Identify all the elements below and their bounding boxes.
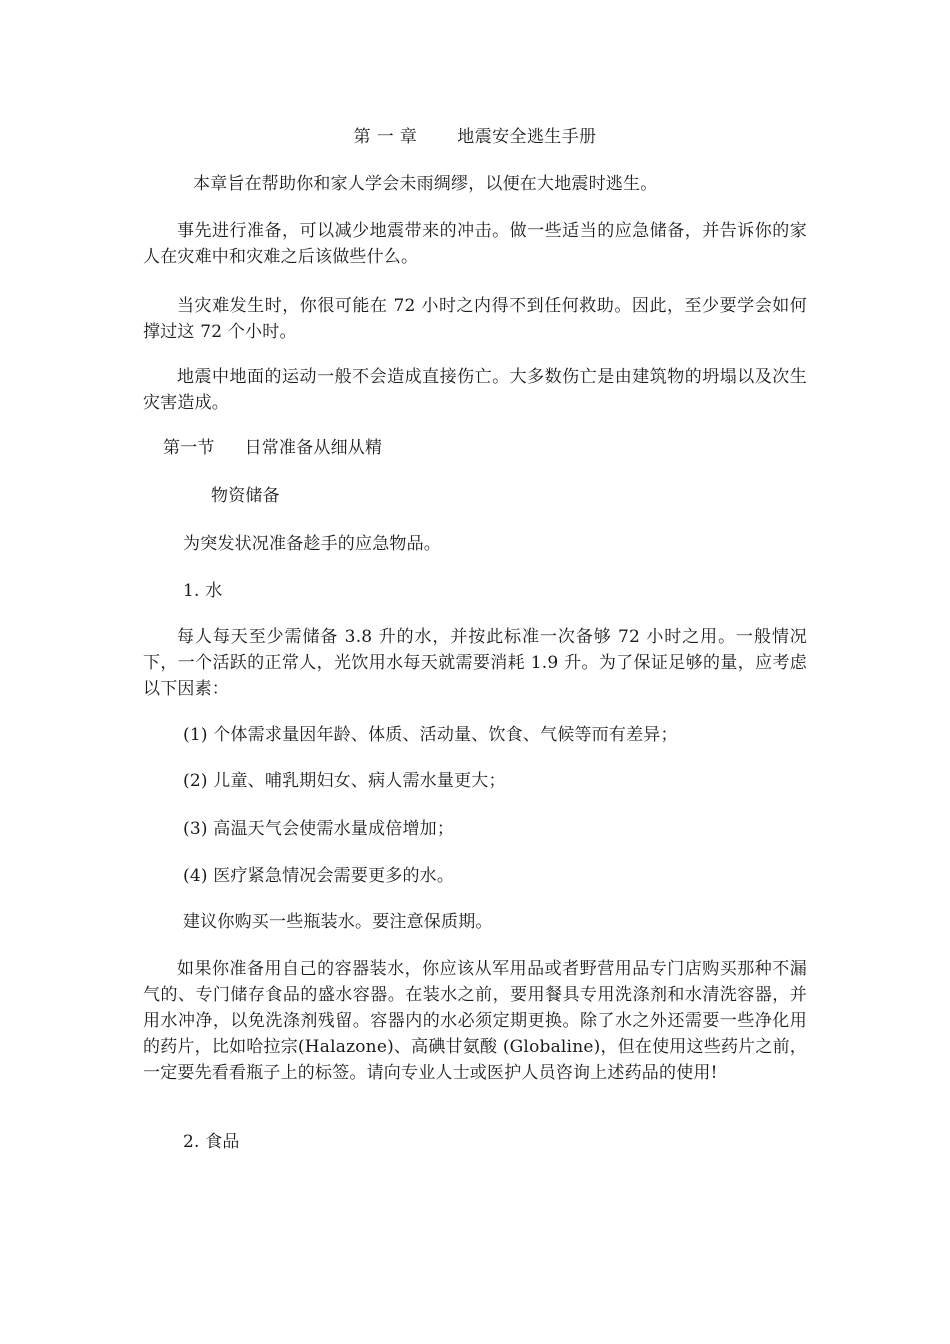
section-heading [163,437,382,459]
water-factor-3: (3) 高温天气会使需水量成倍增加； [183,819,455,839]
water-advice: 建议你购买一些瓶装水。要注意保质期。 [183,912,493,932]
chapter-title [0,126,950,148]
water-factor-2: (2) 儿童、哺乳期妇女、病人需水量更大； [183,771,506,791]
chapter-label: 第 一 章 [353,127,418,147]
paragraph-preparation: 事先进行准备，可以减少地震带来的冲击。做一些适当的应急储备，并告诉你的家人在灾难中和灾难之后该做些什么。 [143,221,807,267]
subsection-heading: 物资储备 [211,486,280,506]
intro-paragraph: 本章旨在帮助你和家人学会未雨绸缪，以便在大地震时逃生。 [193,174,658,194]
water-factor-4: (4) 医疗紧急情况会需要更多的水。 [183,866,455,886]
subsection-intro: 为突发状况准备趁手的应急物品。 [183,534,441,554]
water-container-note: 如果你准备用自己的容器装水，你应该从军用品或者野营用品专门店购买那种不漏气的、专门储存食品的盛水容器。在装水之前，要用餐具专用洗涤剂和水清洗容器，并用水冲净，以免洗涤剂残留。容器内的水必须定期更换。除了水之外还需要一些净化用的药片，比如哈拉宗(Halazone)、高碘甘氨酸 (Globaline)，但在使用这些药片之前，一定要先看看瓶子上的标签。请向专业人士或医护人员咨询上述药品的使用! [143,959,807,1083]
chapter-name: 地震安全逃生手册 [457,127,597,147]
food-heading: 2. 食品 [183,1132,240,1152]
water-body: 每人每天至少需储备 3.8 升的水，并按此标准一次备够 72 小时之用。一般情况下，一个活跃的正常人，光饮用水每天就需要消耗 1.9 升。为了保证足够的量，应考虑以下因素： [143,627,807,699]
paragraph-72-hours: 当灾难发生时，你很可能在 72 小时之内得不到任何救助。因此，至少要学会如何撑过这 72 个小时。 [143,296,807,342]
water-heading: 1. 水 [183,581,223,601]
section-label: 第一节 [163,438,215,458]
paragraph-casualties: 地震中地面的运动一般不会造成直接伤亡。大多数伤亡是由建筑物的坍塌以及次生灾害造成。 [143,367,807,413]
water-factor-1: (1) 个体需求量因年龄、体质、活动量、饮食、气候等而有差异； [183,725,678,745]
section-title: 日常准备从细从精 [244,438,383,458]
